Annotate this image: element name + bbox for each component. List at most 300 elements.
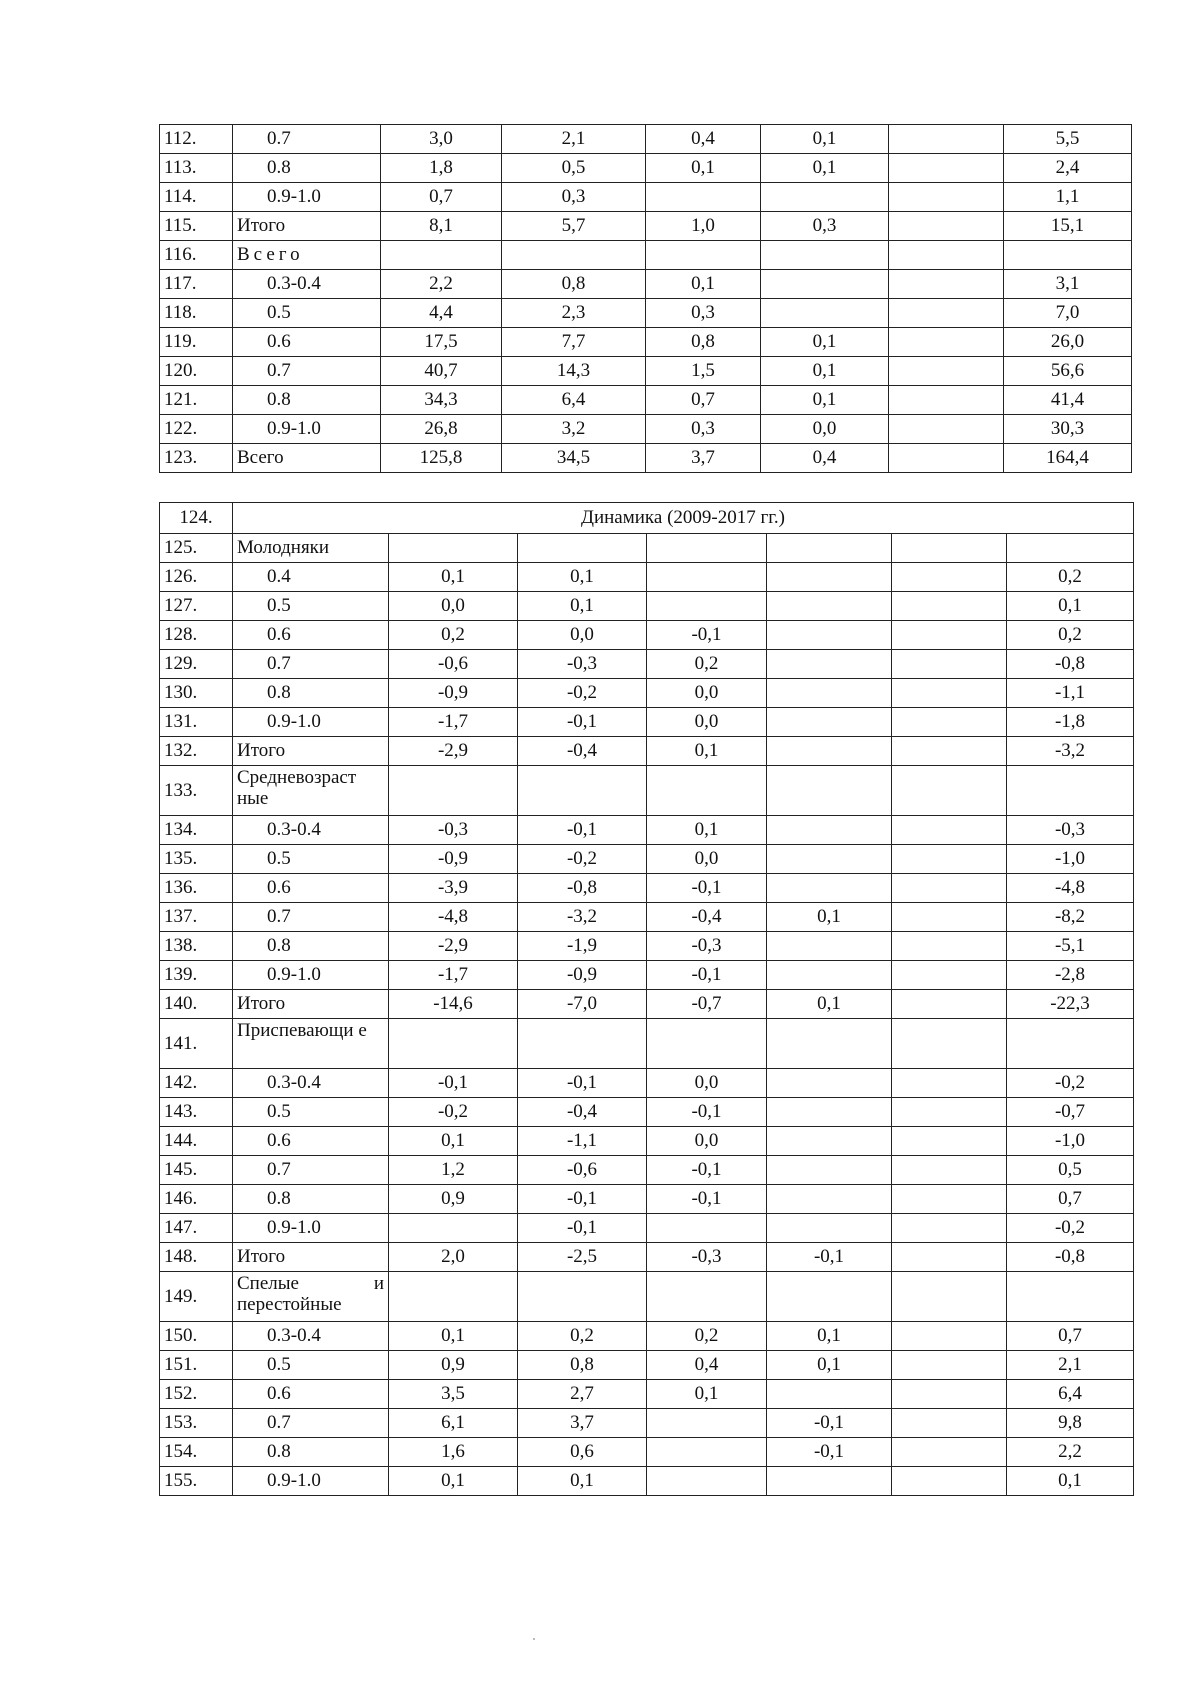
value-cell: 8,1	[381, 212, 502, 241]
value-cell	[518, 1272, 647, 1322]
table-row	[160, 1019, 1134, 1069]
value-cell: 6,4	[1007, 1380, 1134, 1409]
row-label: Итого	[233, 1243, 389, 1272]
row-number: 116.	[160, 241, 233, 270]
row-label: Всего	[233, 444, 381, 473]
value-cell: -8,2	[1007, 903, 1134, 932]
value-cell: 0,2	[647, 650, 767, 679]
value-cell: 0,8	[502, 270, 646, 299]
value-cell	[892, 1409, 1007, 1438]
value-cell: 6,1	[389, 1409, 518, 1438]
value-cell: 0,9	[389, 1185, 518, 1214]
value-cell	[647, 1019, 767, 1069]
table-row	[160, 592, 1134, 621]
value-cell	[889, 241, 1004, 270]
value-cell: 0,1	[518, 1467, 647, 1496]
row-label: 0.8	[233, 1438, 389, 1467]
row-number: 129.	[160, 650, 233, 679]
value-cell: 0,0	[761, 415, 889, 444]
section-title: Динамика (2009-2017 гг.)	[233, 503, 1134, 534]
row-label: 0.8	[233, 154, 381, 183]
value-cell: 3,7	[518, 1409, 647, 1438]
value-cell	[767, 1019, 892, 1069]
value-cell: -0,1	[767, 1243, 892, 1272]
value-cell: -0,1	[767, 1438, 892, 1467]
value-cell	[1007, 766, 1134, 816]
row-label: 0.5	[233, 1098, 389, 1127]
value-cell: -1,7	[389, 708, 518, 737]
row-number: 125.	[160, 534, 233, 563]
value-cell	[892, 534, 1007, 563]
value-cell	[889, 357, 1004, 386]
row-label: 0.9-1.0	[233, 183, 381, 212]
value-cell	[767, 1380, 892, 1409]
value-cell: 0,1	[647, 1380, 767, 1409]
row-label: 0.8	[233, 932, 389, 961]
row-number: 139.	[160, 961, 233, 990]
value-cell: -0,8	[1007, 650, 1134, 679]
value-cell: 2,0	[389, 1243, 518, 1272]
value-cell: 14,3	[502, 357, 646, 386]
value-cell	[518, 1019, 647, 1069]
scan-speck	[533, 1638, 535, 1640]
value-cell: -0,3	[518, 650, 647, 679]
row-label: 0.5	[233, 845, 389, 874]
value-cell	[892, 708, 1007, 737]
row-label: Молодняки	[233, 534, 389, 563]
value-cell: -0,1	[647, 874, 767, 903]
row-number: 133.	[160, 766, 233, 816]
value-cell: -0,9	[389, 679, 518, 708]
value-cell	[518, 534, 647, 563]
row-number: 149.	[160, 1272, 233, 1322]
table-row	[160, 1438, 1134, 1467]
value-cell	[889, 444, 1004, 473]
row-label: 0.7	[233, 1409, 389, 1438]
table-row	[160, 125, 1132, 154]
row-number: 130.	[160, 679, 233, 708]
table-row	[160, 534, 1134, 563]
value-cell: 1,8	[381, 154, 502, 183]
row-number: 150.	[160, 1322, 233, 1351]
row-label: 0.6	[233, 874, 389, 903]
value-cell: 7,7	[502, 328, 646, 357]
row-label: 0.8	[233, 386, 381, 415]
row-number: 147.	[160, 1214, 233, 1243]
value-cell: 6,4	[502, 386, 646, 415]
row-number: 115.	[160, 212, 233, 241]
table-row	[160, 270, 1132, 299]
value-cell	[389, 1214, 518, 1243]
value-cell: 0,7	[646, 386, 761, 415]
value-cell: 5,5	[1004, 125, 1132, 154]
value-cell: 0,4	[761, 444, 889, 473]
value-cell	[889, 386, 1004, 415]
value-cell	[761, 241, 889, 270]
table-row	[160, 444, 1132, 473]
value-cell: 0,1	[389, 1322, 518, 1351]
row-label: 0.3-0.4	[233, 1322, 389, 1351]
table-row	[160, 154, 1132, 183]
value-cell: 0,1	[518, 592, 647, 621]
row-label: 0.9-1.0	[233, 1214, 389, 1243]
value-cell	[647, 1272, 767, 1322]
value-cell	[761, 299, 889, 328]
value-cell	[889, 415, 1004, 444]
row-number: 117.	[160, 270, 233, 299]
table-row	[160, 1214, 1134, 1243]
value-cell: -0,2	[389, 1098, 518, 1127]
row-number: 123.	[160, 444, 233, 473]
value-cell: -0,8	[518, 874, 647, 903]
value-cell: 0,1	[647, 737, 767, 766]
value-cell: -0,9	[518, 961, 647, 990]
value-cell	[389, 1272, 518, 1322]
table-row	[160, 990, 1134, 1019]
row-number: 127.	[160, 592, 233, 621]
value-cell: 0,1	[767, 990, 892, 1019]
value-cell	[892, 1185, 1007, 1214]
row-label: Спелые и перестойные	[233, 1272, 389, 1322]
value-cell: -0,4	[518, 737, 647, 766]
value-cell: -0,1	[518, 1214, 647, 1243]
value-cell: -0,2	[1007, 1069, 1134, 1098]
value-cell: -0,1	[647, 621, 767, 650]
value-cell: 164,4	[1004, 444, 1132, 473]
value-cell: 0,1	[389, 1467, 518, 1496]
value-cell: 0,8	[518, 1351, 647, 1380]
value-cell	[646, 183, 761, 212]
value-cell: -0,1	[518, 1185, 647, 1214]
value-cell: 40,7	[381, 357, 502, 386]
value-cell: 0,3	[646, 299, 761, 328]
value-cell: -1,8	[1007, 708, 1134, 737]
value-cell	[892, 932, 1007, 961]
value-cell: 0,1	[761, 154, 889, 183]
value-cell	[761, 183, 889, 212]
row-label: Средневозраст ные	[233, 766, 389, 816]
table-row	[160, 708, 1134, 737]
value-cell	[767, 592, 892, 621]
table-row	[160, 932, 1134, 961]
value-cell: -0,7	[647, 990, 767, 1019]
table-row	[160, 1351, 1134, 1380]
value-cell	[767, 1214, 892, 1243]
value-cell	[892, 592, 1007, 621]
row-number: 144.	[160, 1127, 233, 1156]
value-cell: -0,3	[389, 816, 518, 845]
value-cell	[1004, 241, 1132, 270]
row-number: 142.	[160, 1069, 233, 1098]
value-cell	[892, 1214, 1007, 1243]
value-cell: -1,0	[1007, 845, 1134, 874]
value-cell: -0,9	[389, 845, 518, 874]
value-cell: 30,3	[1004, 415, 1132, 444]
value-cell: 0,9	[389, 1351, 518, 1380]
value-cell: -0,1	[647, 1156, 767, 1185]
value-cell: 0,6	[518, 1438, 647, 1467]
value-cell	[767, 563, 892, 592]
row-label: 0.9-1.0	[233, 708, 389, 737]
row-number: 155.	[160, 1467, 233, 1496]
value-cell: -3,2	[518, 903, 647, 932]
value-cell	[892, 1243, 1007, 1272]
value-cell: -0,6	[518, 1156, 647, 1185]
value-cell: -1,0	[1007, 1127, 1134, 1156]
value-cell: 1,2	[389, 1156, 518, 1185]
value-cell	[767, 1127, 892, 1156]
table-row	[160, 621, 1134, 650]
value-cell: 0,1	[389, 1127, 518, 1156]
row-label: 0.5	[233, 1351, 389, 1380]
value-cell	[892, 1467, 1007, 1496]
row-number: 118.	[160, 299, 233, 328]
value-cell: 0,1	[761, 386, 889, 415]
table-row	[160, 1098, 1134, 1127]
value-cell	[892, 679, 1007, 708]
row-label: 0.9-1.0	[233, 1467, 389, 1496]
value-cell	[518, 766, 647, 816]
value-cell: -0,2	[1007, 1214, 1134, 1243]
value-cell: 56,6	[1004, 357, 1132, 386]
value-cell: 17,5	[381, 328, 502, 357]
value-cell	[767, 874, 892, 903]
row-label: 0.9-1.0	[233, 961, 389, 990]
value-cell	[889, 328, 1004, 357]
value-cell: 3,0	[381, 125, 502, 154]
row-number: 151.	[160, 1351, 233, 1380]
table-row	[160, 650, 1134, 679]
value-cell	[1007, 1019, 1134, 1069]
value-cell	[892, 563, 1007, 592]
row-label: 0.3-0.4	[233, 270, 381, 299]
value-cell	[647, 563, 767, 592]
value-cell: -0,2	[518, 679, 647, 708]
table-row	[160, 1243, 1134, 1272]
value-cell: 2,1	[1007, 1351, 1134, 1380]
value-cell	[892, 1069, 1007, 1098]
value-cell	[647, 1467, 767, 1496]
value-cell: 1,1	[1004, 183, 1132, 212]
table-row	[160, 183, 1132, 212]
value-cell: 2,3	[502, 299, 646, 328]
value-cell	[889, 212, 1004, 241]
value-cell	[1007, 1272, 1134, 1322]
value-cell: 0,1	[646, 270, 761, 299]
value-cell: 1,6	[389, 1438, 518, 1467]
row-label: 0.4	[233, 563, 389, 592]
value-cell: -2,9	[389, 737, 518, 766]
row-label: 0.7	[233, 357, 381, 386]
value-cell: 3,2	[502, 415, 646, 444]
value-cell: 2,2	[1007, 1438, 1134, 1467]
row-number: 153.	[160, 1409, 233, 1438]
value-cell	[647, 592, 767, 621]
value-cell	[502, 241, 646, 270]
value-cell: 0,1	[767, 903, 892, 932]
value-cell	[892, 1019, 1007, 1069]
row-number: 119.	[160, 328, 233, 357]
value-cell	[389, 766, 518, 816]
value-cell	[647, 1438, 767, 1467]
value-cell: 26,8	[381, 415, 502, 444]
value-cell: 0,7	[1007, 1185, 1134, 1214]
value-cell: -0,1	[389, 1069, 518, 1098]
value-cell	[767, 1069, 892, 1098]
value-cell	[647, 766, 767, 816]
value-cell: -14,6	[389, 990, 518, 1019]
row-number: 114.	[160, 183, 233, 212]
value-cell	[892, 845, 1007, 874]
table-row	[160, 1127, 1134, 1156]
value-cell: -0,3	[647, 932, 767, 961]
value-cell	[889, 154, 1004, 183]
row-label: 0.6	[233, 328, 381, 357]
value-cell: 0,2	[518, 1322, 647, 1351]
value-cell: -0,1	[647, 961, 767, 990]
value-cell: 0,0	[647, 708, 767, 737]
value-cell: -1,1	[518, 1127, 647, 1156]
value-cell: 7,0	[1004, 299, 1132, 328]
table-row	[160, 212, 1132, 241]
value-cell: 0,2	[389, 621, 518, 650]
value-cell: 0,0	[647, 679, 767, 708]
value-cell: 0,2	[647, 1322, 767, 1351]
data-table-dynamics	[159, 502, 1134, 1496]
value-cell	[892, 1438, 1007, 1467]
value-cell: 2,7	[518, 1380, 647, 1409]
row-label: 0.7	[233, 125, 381, 154]
value-cell: 9,8	[1007, 1409, 1134, 1438]
value-cell: 0,0	[647, 1069, 767, 1098]
value-cell	[389, 1019, 518, 1069]
row-label: 0.7	[233, 650, 389, 679]
value-cell: 5,7	[502, 212, 646, 241]
value-cell	[892, 1098, 1007, 1127]
table-row	[160, 328, 1132, 357]
value-cell	[767, 1185, 892, 1214]
value-cell: -2,5	[518, 1243, 647, 1272]
row-number: 128.	[160, 621, 233, 650]
value-cell: 0,2	[1007, 621, 1134, 650]
value-cell: 0,4	[647, 1351, 767, 1380]
row-number: 141.	[160, 1019, 233, 1069]
row-label: 0.8	[233, 679, 389, 708]
value-cell: -0,3	[647, 1243, 767, 1272]
value-cell	[892, 903, 1007, 932]
value-cell: 1,0	[646, 212, 761, 241]
row-label: 0.3-0.4	[233, 1069, 389, 1098]
table-row	[160, 1467, 1134, 1496]
value-cell	[767, 816, 892, 845]
row-label: 0.6	[233, 1127, 389, 1156]
value-cell: -1,9	[518, 932, 647, 961]
value-cell: 26,0	[1004, 328, 1132, 357]
value-cell	[767, 1272, 892, 1322]
value-cell: 4,4	[381, 299, 502, 328]
table-row	[160, 299, 1132, 328]
value-cell: -1,7	[389, 961, 518, 990]
value-cell: 0,1	[1007, 592, 1134, 621]
table-row	[160, 1380, 1134, 1409]
value-cell	[767, 708, 892, 737]
value-cell	[892, 650, 1007, 679]
value-cell: -3,9	[389, 874, 518, 903]
value-cell: -0,1	[518, 1069, 647, 1098]
value-cell	[892, 990, 1007, 1019]
row-number: 121.	[160, 386, 233, 415]
value-cell	[889, 183, 1004, 212]
value-cell: 2,4	[1004, 154, 1132, 183]
value-cell: 0,3	[761, 212, 889, 241]
value-cell: 0,0	[647, 1127, 767, 1156]
row-label: 0.5	[233, 299, 381, 328]
value-cell: -7,0	[518, 990, 647, 1019]
value-cell: -0,1	[647, 1185, 767, 1214]
table-row	[160, 845, 1134, 874]
row-number: 138.	[160, 932, 233, 961]
value-cell: 0,1	[761, 125, 889, 154]
row-number: 140.	[160, 990, 233, 1019]
value-cell: 0,7	[381, 183, 502, 212]
value-cell: 3,5	[389, 1380, 518, 1409]
value-cell	[767, 845, 892, 874]
value-cell: 0,3	[646, 415, 761, 444]
row-label: Итого	[233, 212, 381, 241]
value-cell: 0,2	[1007, 563, 1134, 592]
value-cell	[889, 299, 1004, 328]
value-cell: 2,2	[381, 270, 502, 299]
value-cell: -0,4	[647, 903, 767, 932]
row-number: 137.	[160, 903, 233, 932]
value-cell: 0,4	[646, 125, 761, 154]
row-number: 112.	[160, 125, 233, 154]
table-row	[160, 241, 1132, 270]
value-cell: 0,1	[761, 357, 889, 386]
row-label: 0.9-1.0	[233, 415, 381, 444]
row-number: 143.	[160, 1098, 233, 1127]
row-number: 120.	[160, 357, 233, 386]
table-row	[160, 1322, 1134, 1351]
value-cell: 0,0	[389, 592, 518, 621]
value-cell	[767, 961, 892, 990]
row-number: 126.	[160, 563, 233, 592]
value-cell: -3,2	[1007, 737, 1134, 766]
value-cell: -0,6	[389, 650, 518, 679]
value-cell	[1007, 534, 1134, 563]
table-row	[160, 874, 1134, 903]
value-cell: 34,5	[502, 444, 646, 473]
value-cell: -4,8	[389, 903, 518, 932]
row-label: Приспевающи е	[233, 1019, 389, 1069]
table-row	[160, 1185, 1134, 1214]
value-cell: 34,3	[381, 386, 502, 415]
row-number: 131.	[160, 708, 233, 737]
table-row	[160, 357, 1132, 386]
section-header-row	[160, 503, 1134, 534]
row-number: 146.	[160, 1185, 233, 1214]
row-label: 0.3-0.4	[233, 816, 389, 845]
value-cell	[647, 1214, 767, 1243]
value-cell: 0,0	[518, 621, 647, 650]
row-number: 145.	[160, 1156, 233, 1185]
value-cell: 0,1	[761, 328, 889, 357]
value-cell: -2,9	[389, 932, 518, 961]
value-cell: -0,8	[1007, 1243, 1134, 1272]
value-cell: 125,8	[381, 444, 502, 473]
row-number: 154.	[160, 1438, 233, 1467]
value-cell: -2,8	[1007, 961, 1134, 990]
